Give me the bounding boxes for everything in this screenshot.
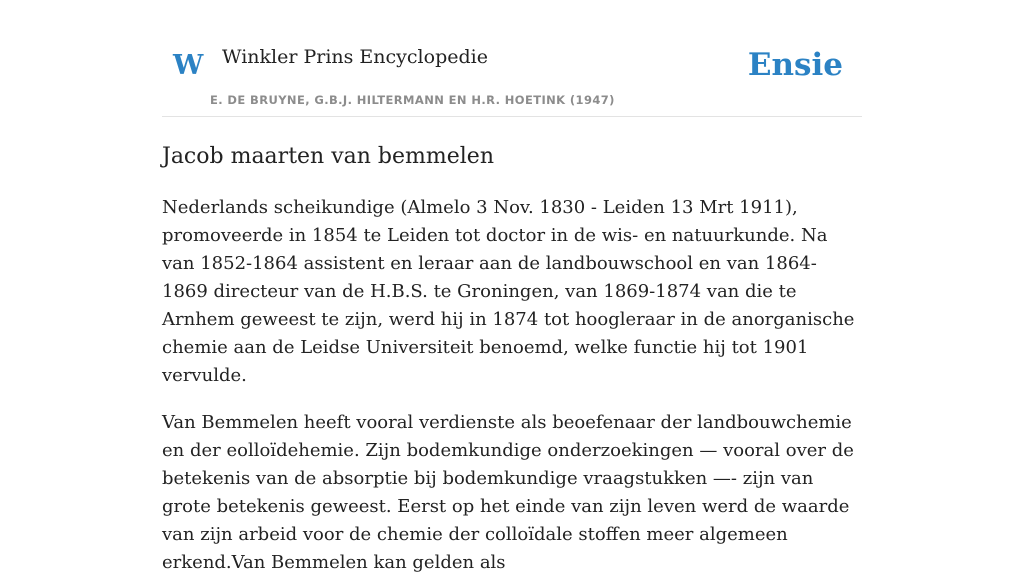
- publication-logo[interactable]: W: [173, 50, 204, 81]
- article-card: [162, 0, 862, 577]
- article-paragraph: Van Bemmelen heeft vooral verdienste als beoefenaar der landbouwchemie en der eolloïdehemie. Zijn bodemkundige onderzoekingen — vooral over de betekenis van de absorptie bij bodemkundige vraagstukken —- zijn van grote betekenis geweest. Eerst op het einde van zijn leven werd de waarde van zijn arbeid voor de chemie der colloïdale stoffen meer algemeen erkend.Van Bemmelen kan gelden als: [162, 411, 854, 573]
- article-title: Jacob maarten van bemmelen: [162, 144, 494, 169]
- ensie-logo[interactable]: Ensie: [747, 47, 843, 83]
- publication-authors: E. DE BRUYNE, G.B.J. HILTERMANN EN H.R. HOETINK (1947): [210, 93, 615, 107]
- article-paragraph: Nederlands scheikundige (Almelo 3 Nov. 1830 - Leiden 13 Mrt 1911), promoveerde in 1854 te Leiden tot doctor in de wis- en natuurkunde. Na van 1852-1864 assistent en leraar aan de landbouwschool en van 1864-1869 directeur van de H.B.S. te Groningen, van 1869-1874 van die te Arnhem geweest te zijn, werd hij in 1874 tot hoogleraar in de anorganische chemie aan de Leidse Universiteit benoemd, welke functie hij tot 1901 vervulde.: [162, 196, 855, 386]
- publication-header: [162, 0, 862, 117]
- publication-title[interactable]: Winkler Prins Encyclopedie: [222, 46, 488, 68]
